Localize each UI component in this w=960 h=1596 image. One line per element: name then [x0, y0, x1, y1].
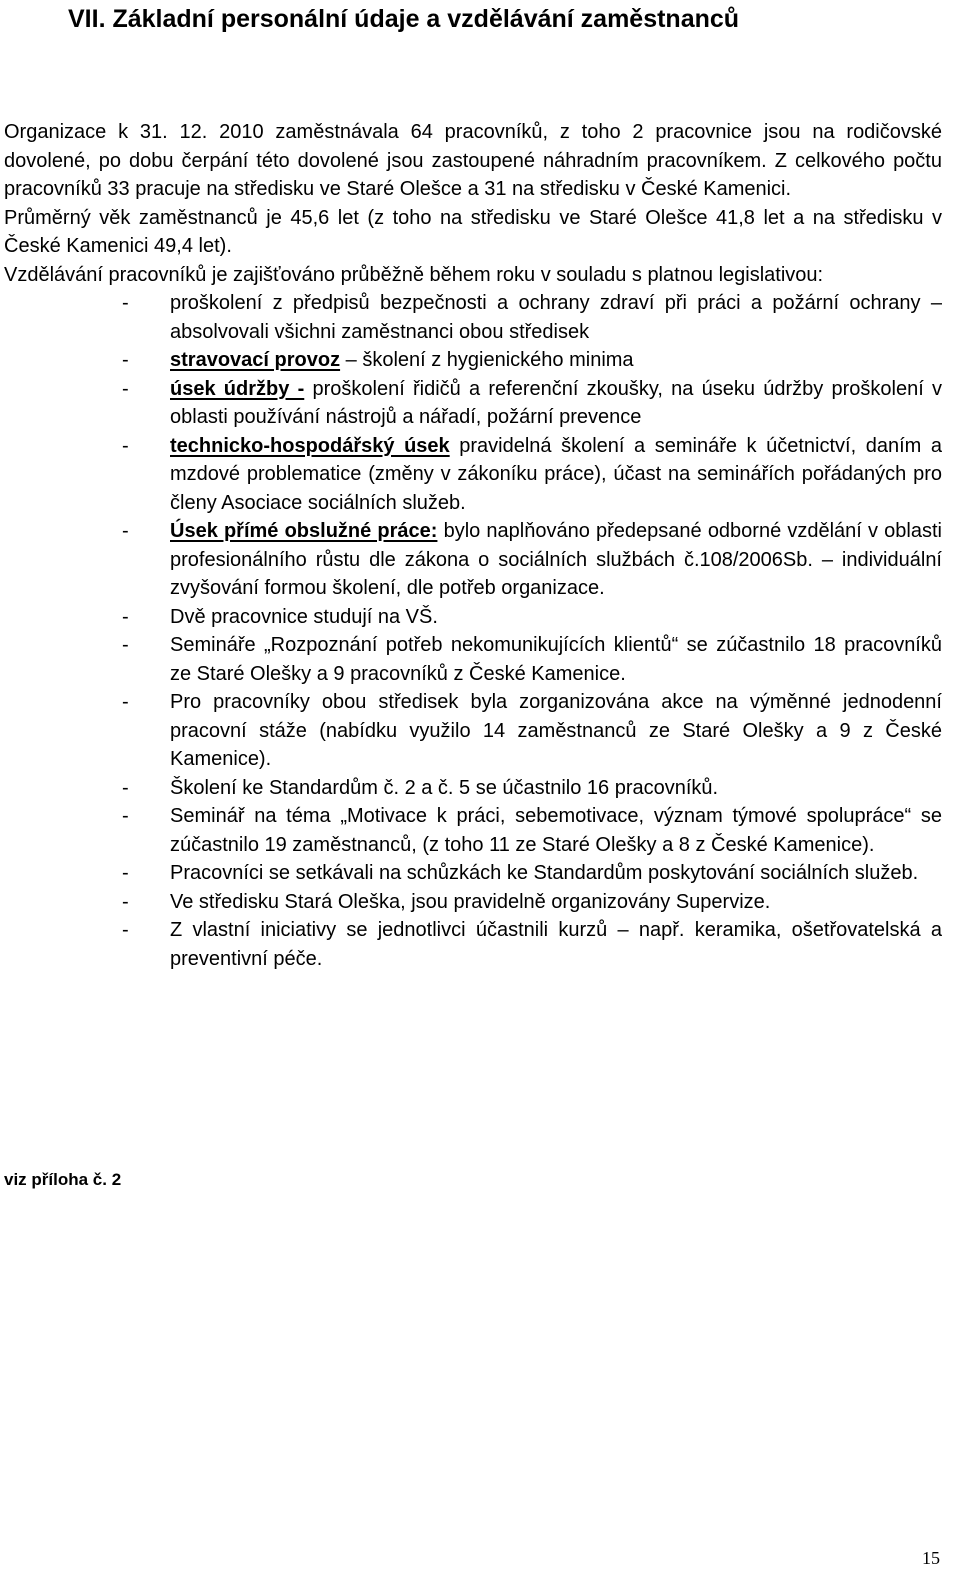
list-dash: - — [122, 377, 129, 400]
list-item-text: Z vlastní iniciativy se jednotlivci účastnili kurzů – např. keramika, ošetřovatelská a preventivní péče. — [170, 919, 942, 970]
list-dash: - — [122, 691, 129, 713]
paragraph-average-age: Průměrný věk zaměstnanců je 45,6 let (z toho na středisku ve Staré Olešce 41,8 let a na středisku v České Kamenici 49,4 let). — [4, 206, 942, 257]
list-item-text: – školení z hygienického minima — [340, 349, 634, 371]
list-item — [4, 916, 942, 973]
list-item — [4, 802, 942, 859]
list-dash: - — [122, 434, 129, 457]
list-dash: - — [122, 890, 129, 913]
list-item-lead: stravovací provoz — [170, 349, 341, 371]
list-item-text: Seminář na téma „Motivace k práci, sebemotivace, význam týmové spolupráce“ se zúčastnilo 19 zaměstnanců, (z toho 11 ze Staré Olešky a 8 z České Kamenice). — [170, 805, 942, 856]
page-number: 15 — [922, 1548, 940, 1568]
list-dash: - — [122, 292, 129, 314]
list-item — [4, 517, 942, 603]
list-item-text: Školení ke Standardům č. 2 a č. 5 se účastnilo 16 pracovníků. — [170, 776, 719, 799]
paragraph-staff-count: Organizace k 31. 12. 2010 zaměstnávala 64 pracovníků, z toho 2 pracovnice jsou na rodičovské dovolené, po dobu čerpání této dovolené jsou zastoupené náhradním pracovníkem. Z celkového počtu pracovníků 33 pracuje na středisku ve Staré Olešce a 31 na středisku v České Kamenici. — [4, 121, 942, 200]
list-item — [4, 859, 942, 888]
list-item-text: proškolení z předpisů bezpečnosti a ochrany zdraví při práci a požární ochrany – absolvovali všichni zaměstnanci obou středisek — [170, 292, 942, 343]
list-item — [4, 375, 942, 432]
list-item — [4, 631, 942, 688]
list-item-text: Pro pracovníky obou středisek byla zorganizována akce na výměnné jednodenní pracovní stáže (nabídku využilo 14 zaměstnanců ze Staré Olešky a 9 z České Kamenice). — [170, 691, 942, 770]
list-item — [4, 888, 942, 917]
list-dash: - — [122, 349, 129, 371]
list-item-lead: úsek údržby - — [170, 377, 305, 400]
list-dash: - — [122, 605, 129, 628]
list-dash: - — [122, 862, 129, 884]
document-body — [4, 118, 942, 973]
list-dash: - — [122, 634, 129, 656]
list-dash: - — [122, 919, 129, 941]
section-heading: VII. Základní personální údaje a vzdělávání zaměstnanců — [68, 5, 740, 33]
list-item-lead: technicko-hospodářský úsek — [170, 434, 450, 457]
list-item-text: proškolení řidičů a referenční zkoušky, na úseku údržby proškolení v oblasti používání nástrojů a nářadí, požární prevence — [170, 377, 943, 428]
list-item — [4, 688, 942, 774]
list-item-text: Ve středisku Stará Oleška, jsou pravidelně organizovány Supervize. — [170, 890, 771, 913]
list-dash: - — [122, 805, 129, 827]
list-item — [4, 289, 942, 346]
list-item — [4, 346, 942, 375]
list-item-lead: Úsek přímé obslužné práce: — [170, 520, 438, 542]
list-item — [4, 603, 942, 632]
list-dash: - — [122, 776, 129, 799]
paragraph-training-intro: Vzdělávání pracovníků je zajišťováno průběžně během roku v souladu s platnou legislativou: — [4, 263, 824, 286]
list-dash: - — [122, 520, 129, 542]
training-list — [4, 289, 942, 973]
list-item-text: Pracovníci se setkávali na schůzkách ke Standardům poskytování sociálních služeb. — [170, 862, 919, 884]
list-item — [4, 432, 942, 518]
appendix-reference: viz příloha č. 2 — [4, 1170, 122, 1189]
list-item-text: Dvě pracovnice studují na VŠ. — [170, 605, 438, 628]
list-item-text: Semináře „Rozpoznání potřeb nekomunikujících klientů“ se zúčastnilo 18 pracovníků ze Staré Olešky a 9 pracovníků z České Kamenice. — [170, 634, 942, 685]
list-item — [4, 774, 942, 803]
list-item-text: pravidelná školení a semináře k účetnictví, daním a mzdové problematice (změny v zákoníku práce), účast na seminářích pořádaných pro členy Asociace sociálních služeb. — [170, 434, 943, 514]
list-item-text: bylo naplňováno předepsané odborné vzdělání v oblasti profesionálního růstu dle zákona o sociálních službách č.108/2006Sb. – individuální zvyšování formou školení, dle potřeb organizace. — [170, 520, 942, 599]
